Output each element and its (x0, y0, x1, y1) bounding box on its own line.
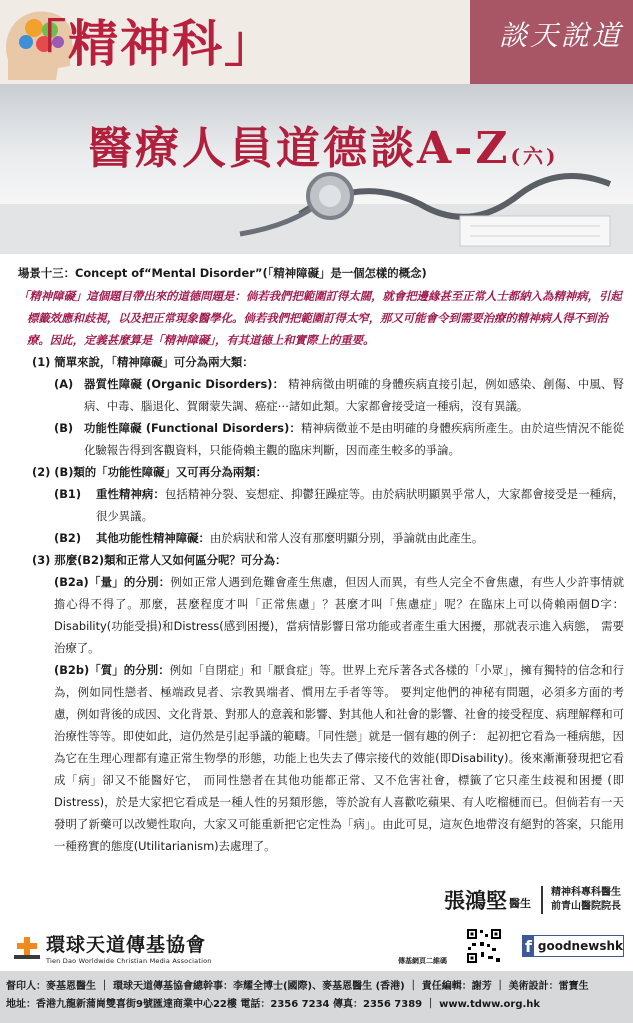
list-item-title: 功能性障礙 (Functional Disorders)： (84, 421, 301, 435)
list-item-organic (18, 373, 624, 417)
list-item-text: 精神病徵由明確的身體疾病直接引起，例如感染、創傷、中風、腎病、中毒、腦退化、賀爾蒙失調、癌症⋯諸如此類。大家都會接受這一種病，沒有異議。 (84, 377, 624, 413)
list-item-text: 包括精神分裂、妄想症、抑鬱狂躁症等。由於病狀明顯異乎常人，大家都會接受是一種病，很少異議。 (96, 487, 624, 523)
author-signature (444, 885, 621, 915)
org-logo (14, 930, 212, 965)
section-2-heading: (2) (B)類的「功能性障礙」又可再分為兩類： (32, 465, 268, 479)
intro-paragraph: 「精神障礙」這個題目帶出來的道德問題是：倘若我們把範圍訂得太闊，就會把邊緣甚至正常人士都納入為精神病，引起標籤效應和歧視，以及把正常現象醫學化。倘若我們把範圍訂得太窄，那又可能會令到需要治療的精神病人得不到治療。因此，定義甚麼算是「精神障礙」，有其道德上和實際上的重要。 (18, 289, 622, 347)
article-body (18, 262, 624, 857)
org-name-en: Tien Dao Worldwide Christian Media Association (46, 957, 212, 965)
list-item-title: 「質」的分別： (89, 663, 170, 677)
list-item-title: 器質性障礙 (Organic Disorders)： (84, 377, 285, 391)
facebook-handle: goodnewshk (537, 939, 623, 953)
list-item-b2 (18, 527, 624, 549)
list-item-text: 由於病狀和常人沒有那麼明顯分別，爭論就由此產生。 (209, 531, 484, 545)
qr-code-icon[interactable] (466, 928, 502, 964)
list-item-title: 其他功能性精神障礙： (96, 531, 210, 545)
list-item-label: (A) (54, 377, 74, 391)
list-item-title: 重性精神病： (96, 487, 165, 501)
list-item-label: (B2a) (54, 575, 89, 589)
scene-heading: 場景十三：Concept of“Mental Disorder”(「精神障礙」是一個怎樣的概念) (18, 266, 427, 280)
footer-credits: 督印人：麥基恩醫生 ｜ 環球天道傳基協會總幹事：李耀全博士(國際)、麥基恩醫生 (香港) ｜ 責任編輯：謝芳 ｜ 美術設計：雷寶生 (6, 981, 589, 992)
list-item-text: 精神病徵並不是由明確的身體疾病所產生。由於這些情況不能從化驗報告得到客觀資料，只能倚賴主觀的臨床判斷，因而產生較多的爭論。 (84, 421, 624, 457)
hero-banner (0, 84, 633, 254)
org-name-cn: 環球天道傳基協會 (46, 934, 207, 956)
qr-caption: 傳基網頁二維碼 (398, 957, 447, 965)
hero-title-main: 醫療人員道德談A-Z (88, 123, 511, 174)
cross-logo-icon (14, 935, 40, 961)
series-title: 談天說道 (498, 19, 623, 52)
author-role: 前青山醫院院長 (551, 901, 621, 912)
hero-title-part: (六) (510, 144, 559, 168)
list-item-b2b (18, 659, 624, 857)
author-name: 張鴻堅 (444, 888, 507, 913)
list-item-text: 例如「自閉症」和「厭食症」等。世界上充斥著各式各樣的「小眾」，擁有獨特的信念和行為，例如同性戀者、極端政見者、宗教異端者、慣用左手者等等。 要判定他們的神秘有問題，必須多方面的考慮，例如背後的成因、文化背景、對那人的意義和影響、對其他人和社會的影響、社會的接受程度、病理解釋和可治療性等等。即使如此，這仍然是引起爭議的範疇。「同性戀」就是一個有趣的例子： 起初把它看為一種病態，因為它在生理心理都有違正常生物學的形態，功能上也失去了傳宗接代的效能(即Disability)。後來漸漸發現把它看成「病」卻又不能醫好它， 而同性戀者在其他功能都正常、又不危害社會，標籤了它只產生歧視和困擾 (即Distress)，於是大家把它看成是一種人性的另類形態，等於說有人喜歡吃蘋果、有人吃榴槤而已。但倘若有一天發明了新藥可以改變性取向，大家又可能重新把它定性為「病」。由此可見，這灰色地帶沒有絕對的答案，只能用一種務實的態度(Utilitarianism)去處理了。 (54, 663, 624, 853)
author-role: 精神科專科醫生 (551, 887, 621, 898)
list-item-label: (B1) (54, 487, 82, 501)
footer (0, 971, 633, 1023)
list-item-label: (B) (54, 421, 74, 435)
author-suffix: 醫生 (509, 897, 531, 910)
list-item-title: 「量」的分別： (88, 575, 171, 589)
footer-address: 地址：香港九龍新蒲崗雙喜街9號匯達商業中心22樓 電話：2356 7234 傳真：2356 7389 ｜ www.tdww.org.hk (6, 999, 541, 1010)
list-item-functional (18, 417, 624, 461)
list-item-b1 (18, 483, 624, 527)
list-item-label: (B2) (54, 531, 82, 545)
facebook-link[interactable] (522, 935, 624, 957)
list-item-b2a (18, 571, 624, 659)
section-1-heading: (1) 簡單來說，「精神障礙」可分為兩大類： (32, 355, 254, 369)
list-item-text: 例如正常人遇到危難會產生焦慮，但因人而異，有些人完全不會焦慮，有些人少許事情就擔心得不得了。那麼，甚麼程度才叫「正常焦慮」？甚麼才叫「焦慮症」呢？在臨床上可以倚賴兩個D字：Disability(功能受損)和Distress(感到困擾)，當病情影響日常功能或者產生重大困擾，那就表示進入病態， 需要治療了。 (54, 575, 624, 655)
facebook-icon: f (524, 937, 532, 956)
list-item-label: (B2b) (54, 663, 90, 677)
column-title: 「精神科」 (16, 14, 276, 73)
author-roles (541, 886, 621, 914)
hero-title (88, 112, 558, 176)
section-3-heading: (3) 那麼(B2)類和正常人又如何區分呢？可分為： (32, 553, 287, 567)
